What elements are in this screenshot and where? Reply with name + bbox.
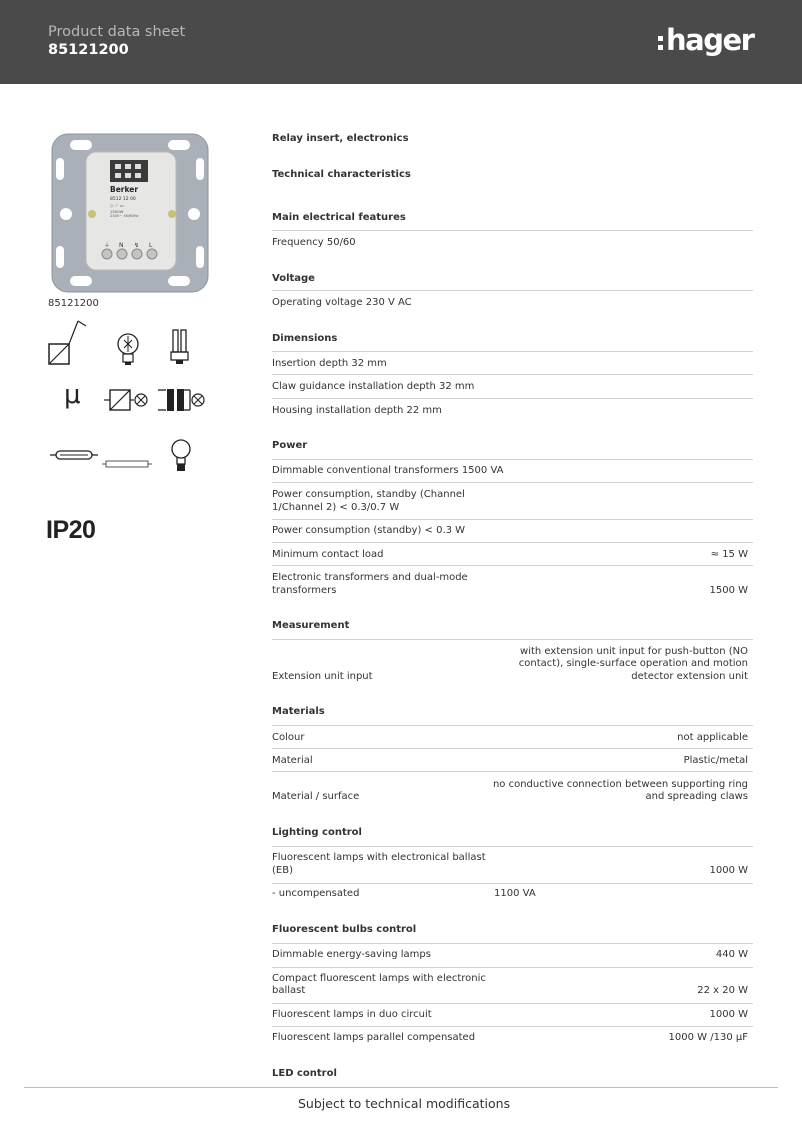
spec-label: 1/Channel 2) < 0.3/0.7 W: [272, 502, 400, 513]
spec-row: [272, 230, 753, 253]
conventional-transformer-icon: [158, 386, 206, 416]
spec-label: Electronic transformers and dual-mode: [272, 572, 468, 583]
spec-label: Material: [272, 755, 313, 766]
spec-label: ballast: [272, 985, 306, 996]
spec-value: with extension unit input for push-button (NO: [520, 646, 748, 657]
logo-wordmark: hager: [666, 23, 754, 57]
terminal-n-label: N: [119, 242, 124, 249]
spec-row: [272, 967, 753, 1004]
section-title-lighting: Lighting control: [272, 827, 362, 838]
spec-label: Dimmable conventional transformers 1500 VA: [272, 465, 504, 476]
spec-label: (EB): [272, 865, 293, 876]
footer-divider: [24, 1087, 778, 1088]
spec-row: [272, 398, 753, 421]
spec-row: [272, 748, 753, 772]
spec-row: [272, 459, 753, 483]
linear-halogen-icon: [50, 448, 98, 462]
spec-label: - uncompensated: [272, 888, 360, 899]
terminal-earth-label: ⏚: [104, 242, 111, 249]
spec-label: Operating voltage 230 V AC: [272, 297, 412, 308]
spec-row: [272, 883, 753, 906]
section-title-materials: Materials: [272, 706, 325, 717]
device-number-print: 8512 12 00: [110, 197, 136, 202]
spec-label: Colour: [272, 732, 305, 743]
incandescent-bulb-icon: [170, 438, 192, 474]
section-title-measurement: Measurement: [272, 620, 350, 631]
hager-logo: [658, 22, 758, 62]
spec-value: 22 x 20 W: [697, 985, 748, 996]
spec-value: Plastic/metal: [683, 755, 748, 766]
spec-label: Extension unit input: [272, 671, 373, 682]
spec-label: Material / surface: [272, 791, 360, 802]
spec-row: [272, 1003, 753, 1027]
spec-value: 1500 W: [709, 585, 748, 596]
spec-label: Insertion depth 32 mm: [272, 358, 387, 369]
spec-value: no conductive connection between supporting ring: [492, 779, 748, 790]
spec-row: [272, 1026, 753, 1049]
spec-value: 1000 W /130 µF: [668, 1032, 748, 1043]
spec-label: Fluorescent lamps in duo circuit: [272, 1009, 432, 1020]
section-title-voltage: Voltage: [272, 273, 315, 284]
compact-fluorescent-icon: [168, 328, 192, 368]
micro-symbol-icon: μ: [64, 380, 81, 410]
product-code: 85121200: [48, 42, 129, 58]
spec-row: [272, 374, 753, 399]
spec-row: [272, 846, 753, 884]
spec-label: Dimmable energy-saving lamps: [272, 949, 431, 960]
spec-value: not applicable: [677, 732, 748, 743]
section-title-dimensions: Dimensions: [272, 333, 338, 344]
tech-characteristics-heading: Technical characteristics: [272, 169, 411, 180]
section-title-fluorescent: Fluorescent bulbs control: [272, 924, 417, 935]
spec-row: [272, 290, 753, 313]
device-voltage-print: 230V~ 50/60Hz: [110, 214, 139, 218]
spec-row: [272, 482, 753, 520]
logo-dots: [658, 36, 664, 54]
dimmer-symbol-icon: [48, 318, 88, 368]
fluorescent-tube-icon: [102, 458, 152, 470]
spec-label: Housing installation depth 22 mm: [272, 405, 442, 416]
spec-value: 1000 W: [709, 865, 748, 876]
spec-label: Fluorescent lamps with electronical ballast: [272, 852, 486, 863]
spec-label: Fluorescent lamps parallel compensated: [272, 1032, 476, 1043]
terminal-l-label: L: [149, 242, 153, 249]
ip-rating: IP20: [46, 516, 96, 544]
spec-label: transformers: [272, 585, 337, 596]
spec-value: detector extension unit: [631, 671, 748, 682]
halogen-bulb-icon: [114, 330, 144, 368]
terminal-load-label: ↯: [134, 242, 140, 249]
spec-row: [272, 725, 753, 749]
spec-label: Minimum contact load: [272, 549, 384, 560]
spec-value: 1100 VA: [494, 888, 536, 899]
device-rating-print: 1500W: [110, 209, 124, 214]
spec-value: and spreading claws: [645, 791, 748, 802]
spec-label: Frequency 50/60: [272, 237, 356, 248]
spec-row: [272, 542, 753, 566]
spec-value: 1000 W: [709, 1009, 748, 1020]
spec-value: 440 W: [715, 949, 748, 960]
spec-label: Compact fluorescent lamps with electronic: [272, 973, 486, 984]
header-bar: [0, 0, 802, 84]
document-type: Product data sheet: [48, 24, 186, 40]
spec-label: Power consumption (standby) < 0.3 W: [272, 525, 466, 536]
spec-row: [272, 519, 753, 543]
spec-label: Power consumption, standby (Channel: [272, 489, 465, 500]
section-title-power: Power: [272, 440, 308, 451]
spec-row: [272, 351, 753, 375]
spec-label: Claw guidance installation depth 32 mm: [272, 381, 475, 392]
spec-row: [272, 771, 753, 808]
section-title-led: LED control: [272, 1068, 337, 1079]
spec-row: [272, 639, 753, 688]
section-title-main-electrical: Main electrical features: [272, 212, 406, 223]
product-photo: [48, 130, 212, 296]
product-name: Relay insert, electronics: [272, 133, 409, 144]
spec-row: [272, 943, 753, 968]
electronic-transformer-icon: [104, 386, 150, 416]
svg-text:◇ ⟋ ▭: ◇ ⟋ ▭: [110, 204, 124, 209]
spec-value: ≈ 15 W: [710, 549, 748, 560]
device-brand-print: Berker: [110, 185, 139, 194]
photo-caption: 85121200: [48, 298, 99, 309]
footer-note: Subject to technical modifications: [298, 1096, 511, 1111]
spec-row: [272, 565, 753, 602]
spec-value: contact), single-surface operation and motion: [518, 658, 748, 669]
